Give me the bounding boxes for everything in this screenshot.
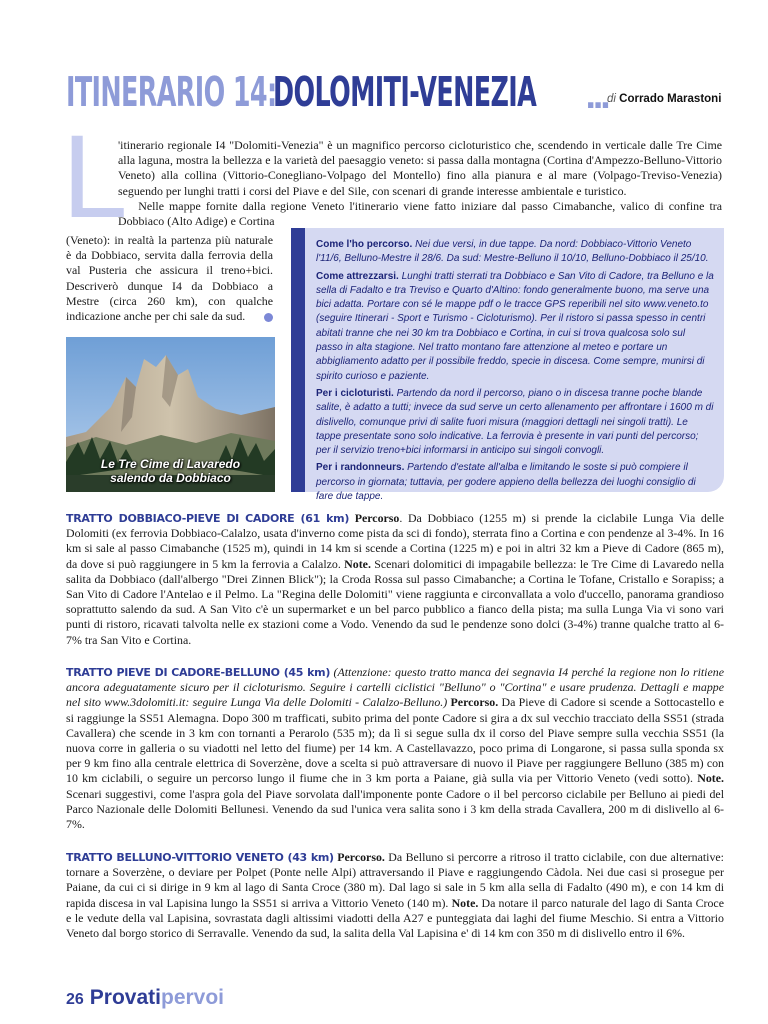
- info-item: [316, 387, 714, 458]
- info-item: [316, 238, 714, 267]
- section-label: Percorso.: [337, 850, 385, 864]
- byline: [607, 93, 721, 105]
- caption-line-1: Le Tre Cime di Lavaredo: [100, 457, 241, 471]
- info-item-text: Lunghi tratti sterrati tra Dobbiaco e San Vito di Cadore, tra Belluno e la sella di Fadalto e tra Treviso e Quarto d'Altino: fondo generalmente buono, ma serve una bici adatta. Portare con sé le mappe pdf o le tracce GPS reperibili nel sito www.veneto.to (seguire Itinerari - Sport e Turismo - Cicloturismo). Per il ristoro si passa spesso in centri abitati tranne che nei 30 km tra Dobbiaco e Cortina, in cui si trova qualcosa solo sul passo in alta stagione. Nel tratto montano fare attenzione al meteo e portare un abbigliamento adatto per il possibile freddo, specie in discesa. Come sempre, munirsi di spirito curioso e paziente.: [316, 270, 714, 382]
- info-box: [291, 228, 724, 503]
- section-note-label: Note.: [451, 895, 479, 910]
- section-text: Da Pieve di Cadore si scende a Sottocastello e si raggiunge la SS51 Alemagna. Dopo 300 m trafficati, subito prima del ponte Cadore si gira a dx sul vecchio tracciato della SS51 (strada Cavallera) che scende in 3 km con tornanti a Perarolo (535 m); da lì si segue sulla dx il corso del Piave sempre sulla vecchia SS51 (la nuova corre in galleria o su viadotti nel letto del fiume) per 14 km. A Castellavazzo, poco prima di Longarone, si passa sulla sponda sx per 9 km fino alla centrale elettrica di Soverzène, dove a scelta si può attraversare di nuovo il Piave per raggiungere Belluno (385 m) con 10 km ciclabili, o seguire un percorso lungo il fiume che in 3 km porta a Paiane, già sulla via per Vittorio Veneto (vedi sotto).: [66, 695, 725, 786]
- section-heading: TRATTO BELLUNO-VITTORIO VENETO (43 km): [66, 851, 334, 864]
- info-item-key: Per i randonneurs.: [316, 462, 405, 474]
- info-item: [316, 270, 714, 384]
- section-label: Percorso: [354, 511, 400, 525]
- section-note-text: Scenari suggestivi, come l'aspra gola del Piave sorvolata dall'imponente ponte Cadore o il bel percorso ciclabile per Belluno ai piedi del Parco Nazionale delle Dolomiti Bellunesi. Venendo da sud l'unica vera salita sono i 3 km della strada Cavallera, 200 m di dislivello al 6-7%.: [66, 786, 724, 832]
- info-item-text: Partendo da nord il percorso, piano o in discesa tranne poche blande salite, è adatto a tutti; invece da sud serve un certo allenamento per affrontare i 1600 m di dislivello, comunque privi di salite fuori misura (maggiori dettagli nei singoli tratti). Le tappe presentate sono solo indicative. La ferrovia è presente in vari punti del percorso; per il servizio treno+bici informarsi in anticipo sui singoli convogli.: [316, 387, 714, 457]
- section-belluno-vittorio: [66, 850, 724, 941]
- page-footer: [66, 986, 224, 1010]
- brand-part2: pervoi: [161, 986, 225, 1009]
- brand-part1: Provati: [89, 986, 161, 1009]
- section-text: . Da Dobbiaco (1255 m) si prende la ciclabile Lunga Via delle Dolomiti (ex ferrovia Dobbiaco-Calalzo, usata d'inverno come pista da sci di fondo), sterrata fino a Cortina e con pendenze al 3-4%. In 16 km si sale al passo Cimabanche (1525 m), quindi in 14 km si scende a Cortina (1225 m) e poi in altri 32 km a Pieve di Cadore (865 m), da dove si può raggiungere in 5 km la ferrovia a Calalzo.: [66, 511, 724, 571]
- section-dobbiaco-pieve: [66, 511, 724, 648]
- section-note-text: Da notare il parco naturale del lago di Santa Croce e le vedute della val Lapisina, sovrastata dagli altissimi viadotti della A27 e punteggiata dai laghi del fiume Meschio. Si entra a Vittorio Veneto dal borgo storico di Serravalle. Venendo da sud, la salita della Val Lapisina e' di 14 km con 350 m di dislivello entro il 6%.: [66, 895, 724, 941]
- section-warning: (Attenzione: questo tratto manca dei segnavia I4 perché la regione non lo ritiene ancora adeguatamente sicuro per il cicloturismo. Seguire i cartelli ciclistici "Belluno" o "Cortina" e usare prudenza. Dettagli e mappe nel sito www.3dolomiti.it: seguire Lunga Via delle Dolomiti - Calalzo-Belluno.): [66, 665, 724, 710]
- caption-line-2: salendo da Dobbiaco: [110, 471, 231, 485]
- article-title: [66, 60, 607, 116]
- section-note-label: Note.: [344, 556, 371, 571]
- byline-author: Corrado Marastoni: [619, 93, 722, 105]
- title-dots: ...: [585, 81, 608, 116]
- intro-text-3: (Veneto): in realtà la partenza più naturale è da Dobbiaco, servita dalla ferrovia della val Pusteria che assicura il treno+bici. Descriverò dunque I4 da Dobbiaco a Mestre (circa 260 km), con qualche indicazione anche per chi sale da sud.: [66, 233, 273, 324]
- section-text: Da Belluno si percorre a ritroso il tratto ciclabile, con due alternative: tornare a Soverzène, o deviare per Polpet (Ponte nelle Alpi) attraversando il Piave e raggiungendo Càdola. Nei due casi si prosegue per Paiane, da cui ci si dirige in 9 km al lago di Santa Croce (380 m). Dal lago si sale in 5 km alla sella di Fadalto (490 m), e con 14 km di rapida discesa in val Lapisina lungo la SS51 si arriva a Vittorio Veneto (140 m).: [66, 850, 724, 910]
- section-heading: TRATTO PIEVE DI CADORE-BELLUNO (45 km): [66, 666, 331, 679]
- info-item-key: Per i cicloturisti.: [316, 387, 394, 399]
- intro-text-2: Nelle mappe fornite dalla regione Veneto l'itinerario viene fatto iniziare dal passo Cimabanche, valico di confine tra Dobbiaco (Alto Adige) e Cortina: [118, 198, 722, 229]
- info-item-text: Partendo d'estate all'alba e limitando le soste si può compiere il percorso in giornata; tuttavia, per godere appieno della bellezza dei luoghi consiglio di fare due tappe.: [316, 462, 696, 503]
- section-note-text: Scenari dolomitici di impagabile bellezza: le Tre Cime di Lavaredo nella salita da Dobbiaco (dall'albergo "Drei Zinnen Blick"); la Croda Rossa sul passo Cimabanche; a Cortina le Tofane, Cristallo e Sorapiss; a San Vito di Cadore l'Antelao e il Pelmo. La "Regina delle Dolomiti" viene raggiunta e circonvallata a volo d'uccello, panorama grandioso soprattutto salendo da sud. A San Vito c'è un supermarket e un bel parco pubblico a fianco della pista; ma sulla Lunga Via vi sono vari punti di ristoro, ricavati talvolta nelle ex stazioni come a Vodo. Venendo da sud le pendenze sono dolci (3-4%) tranne qualche tratto al 6-7% tra San Vito e Cortina.: [66, 556, 725, 647]
- intro-paragraph: [118, 138, 722, 229]
- info-item: [316, 461, 714, 504]
- section-label: Percorso.: [450, 695, 499, 710]
- info-item-key: Come attrezzarsi.: [316, 270, 399, 282]
- info-box-bar: [291, 228, 305, 492]
- info-item-key: Come l'ho percorso.: [316, 239, 413, 250]
- intro-continued: [66, 233, 273, 324]
- info-box-content: [316, 238, 714, 507]
- section-heading: TRATTO DOBBIACO-PIEVE DI CADORE (61 km): [66, 512, 350, 525]
- section-note-label: Note.: [697, 771, 724, 786]
- byline-di: di: [607, 93, 616, 105]
- intro-text-1: 'itinerario regionale I4 "Dolomiti-Venezia" è un magnifico percorso cicloturistico che, scendendo in verticale dalle Tre Cime alla laguna, mostra la bellezza e la varietà del paesaggio veneto: si passa dalla montagna (Cortina d'Ampezzo-Belluno-Vittorio Veneto) alla collina (Vittorio-Conegliano-Volpago del Montello) fino alla pianura e al mare (Volpago-Treviso-Venezia) seguendo per lunghi tratti i corsi del Piave e del Sile, con scenari di grande interesse ambientale e turistico.: [118, 138, 722, 198]
- title-part2: DOLOMITI-VENEZIA: [273, 68, 537, 116]
- section-pieve-belluno: [66, 665, 724, 832]
- info-item-text: Nei due versi, in due tappe. Da nord: Dobbiaco-Vittorio Veneto l'11/6, Belluno-Mestre il 28/6. Da sud: Mestre-Belluno il 10/10, Belluno-Dobbiaco il 25/10.: [316, 239, 709, 265]
- mountain-photo: [66, 337, 275, 492]
- title-part1: ITINERARIO 14:: [66, 68, 277, 116]
- end-bullet-icon: [264, 313, 273, 322]
- page-number: 26: [66, 991, 84, 1008]
- photo-caption: [66, 457, 275, 485]
- drop-cap: L: [62, 111, 128, 243]
